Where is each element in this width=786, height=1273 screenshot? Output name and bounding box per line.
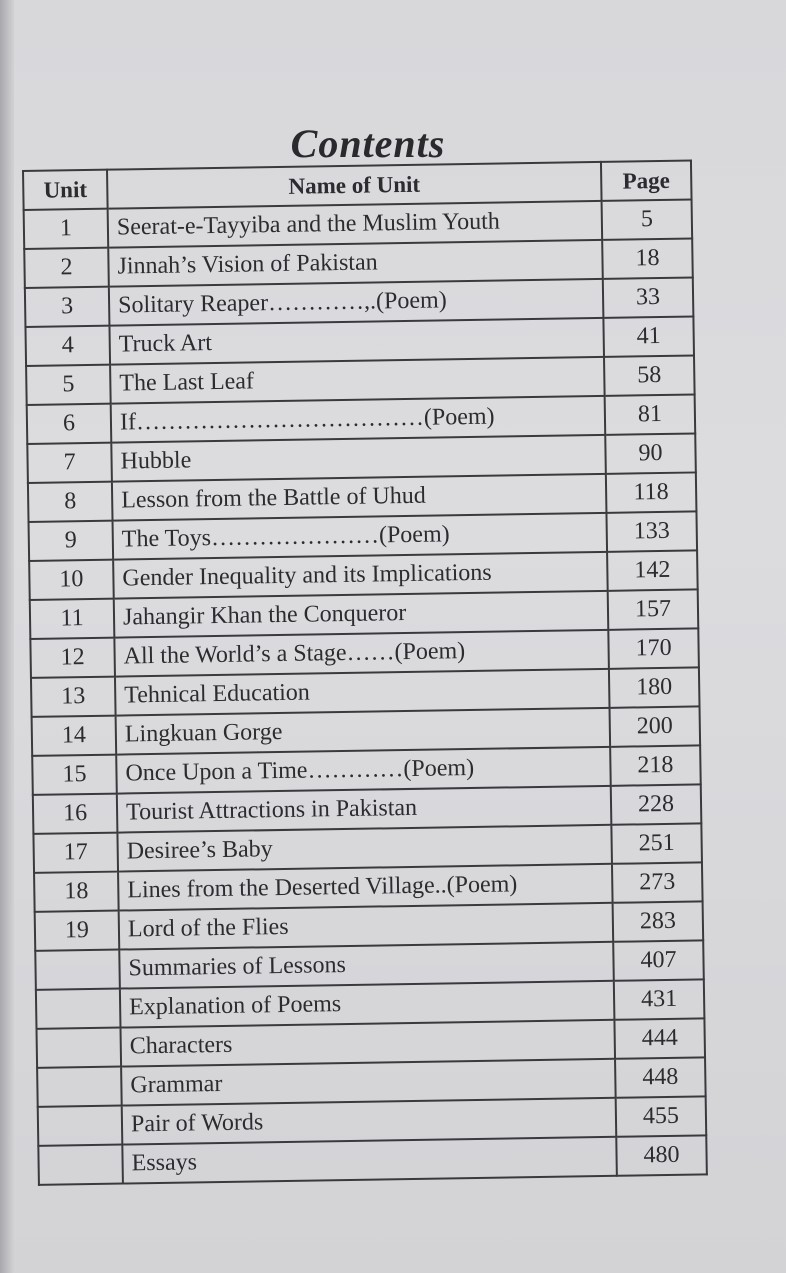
page-number: 283 [613, 901, 704, 941]
unit-name: Essays [122, 1137, 617, 1184]
unit-number: 12 [30, 638, 115, 678]
unit-name: Truck Art [109, 318, 604, 365]
unit-name: Once Upon a Time…………(Poem) [116, 747, 611, 794]
unit-name: Tourist Attractions in Pakistan [117, 786, 612, 833]
page-number: 448 [615, 1057, 706, 1097]
page-header: Page [601, 160, 692, 200]
page-number: 200 [610, 706, 701, 746]
page-number: 228 [611, 784, 702, 824]
unit-name: Jahangir Khan the Conqueror [114, 591, 609, 638]
unit-name: Jinnah’s Vision of Pakistan [108, 240, 603, 287]
unit-number: 3 [25, 287, 110, 327]
unit-name: Pair of Words [122, 1098, 617, 1145]
page-number: 90 [605, 433, 696, 473]
page-title: Contents [290, 121, 446, 166]
page-number: 455 [616, 1096, 707, 1136]
unit-number: 10 [29, 560, 114, 600]
unit-number: 16 [33, 794, 118, 834]
unit-name: Seerat-e-Tayyiba and the Muslim Youth [108, 201, 603, 248]
page-number: 118 [606, 472, 697, 512]
unit-number: 14 [32, 716, 117, 756]
unit-name: Lesson from the Battle of Uhud [112, 474, 607, 521]
contents-body [24, 199, 707, 1184]
unit-name: Lord of the Flies [119, 903, 614, 950]
unit-number [38, 1145, 123, 1185]
unit-name: Explanation of Poems [120, 981, 615, 1028]
page-number: 251 [611, 823, 702, 863]
page-number: 41 [603, 316, 694, 356]
unit-number: 6 [27, 404, 112, 444]
unit-name: Solitary Reaper…………,.(Poem) [109, 279, 604, 326]
page-number: 444 [614, 1018, 705, 1058]
unit-name: Desiree’s Baby [117, 825, 612, 872]
page-number: 157 [608, 589, 699, 629]
unit-number: 2 [24, 248, 109, 288]
unit-number: 7 [27, 443, 112, 483]
page-number: 218 [610, 745, 701, 785]
page-number: 133 [606, 511, 697, 551]
unit-number [38, 1106, 123, 1146]
page-number: 431 [614, 979, 705, 1019]
unit-number: 4 [25, 326, 110, 366]
unit-number: 11 [30, 599, 115, 639]
unit-number: 17 [33, 833, 118, 873]
unit-name: The Last Leaf [110, 357, 605, 404]
unit-name: Lingkuan Gorge [116, 708, 611, 755]
name-header: Name of Unit [107, 162, 602, 209]
unit-name: Tehnical Education [115, 669, 610, 716]
unit-name: All the World’s a Stage……(Poem) [114, 630, 609, 677]
page-number: 18 [602, 238, 693, 278]
unit-name: Summaries of Lessons [119, 942, 614, 989]
unit-number [37, 1067, 122, 1107]
unit-number: 19 [35, 911, 120, 951]
page-number: 5 [602, 199, 693, 239]
page-number: 180 [609, 667, 700, 707]
page-number: 407 [613, 940, 704, 980]
page-number: 480 [616, 1135, 707, 1175]
unit-number [36, 989, 121, 1029]
unit-number: 13 [31, 677, 116, 717]
unit-name: Gender Inequality and its Implications [113, 552, 608, 599]
unit-number: 5 [26, 365, 111, 405]
unit-number: 18 [34, 872, 119, 912]
unit-name: Hubble [111, 435, 606, 482]
page-number: 142 [607, 550, 698, 590]
unit-name: Lines from the Deserted Village..(Poem) [118, 864, 613, 911]
unit-number [36, 1028, 121, 1068]
page-number: 170 [608, 628, 699, 668]
page-number: 81 [605, 394, 696, 434]
unit-number: 1 [24, 209, 109, 249]
unit-number [35, 950, 120, 990]
unit-name: Characters [120, 1020, 615, 1067]
page-number: 33 [603, 277, 694, 317]
unit-name: If………………………………(Poem) [111, 396, 606, 443]
unit-name: The Toys…………………(Poem) [113, 513, 608, 560]
unit-header: Unit [23, 170, 108, 210]
unit-name: Grammar [121, 1059, 616, 1106]
page-edge [0, 0, 14, 1273]
unit-number: 9 [29, 521, 114, 561]
page-number: 273 [612, 862, 703, 902]
contents-table [22, 159, 708, 1185]
unit-number: 15 [32, 755, 117, 795]
unit-number: 8 [28, 482, 113, 522]
page-number: 58 [604, 355, 695, 395]
